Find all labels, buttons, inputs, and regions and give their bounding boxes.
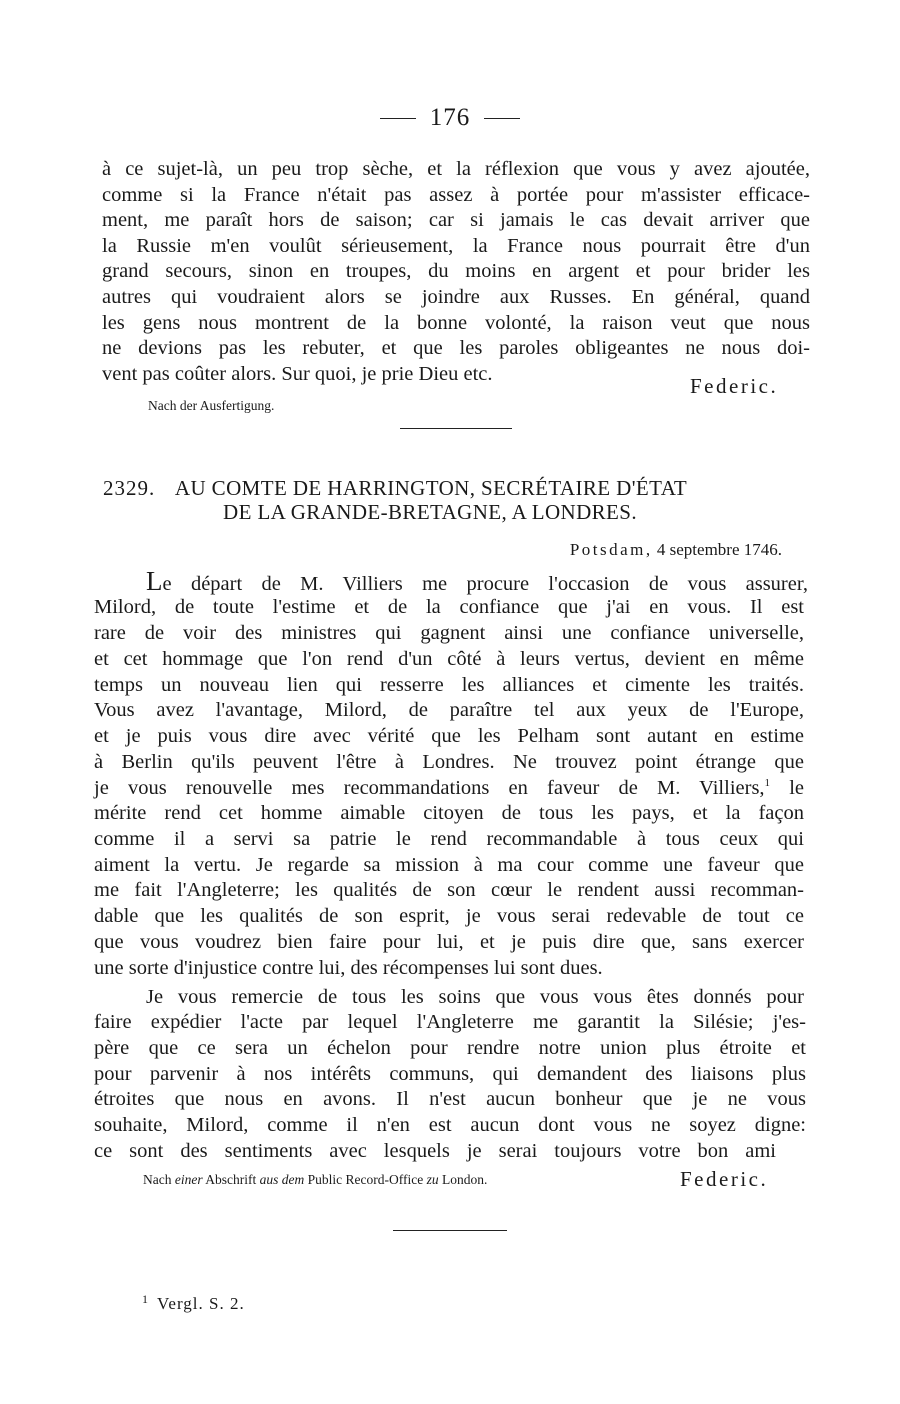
paragraph-line: faire expédier l'acte par lequel l'Angleterre me garantit la Silésie; j'es- xyxy=(94,1011,806,1033)
letter2-signature: Federic. xyxy=(680,1167,769,1191)
footnote xyxy=(142,1294,245,1314)
source-text: Public Record-Office xyxy=(304,1172,427,1187)
letter1-line: les gens nous montrent de la bonne volonté, la raison veut que nous xyxy=(102,312,810,334)
letter1-line: ment, me paraît hors de saison; car si jamais le cas devait arriver que xyxy=(102,209,810,231)
section-divider xyxy=(400,428,512,429)
dateline xyxy=(570,540,782,560)
source-text-italic: einer xyxy=(174,1172,203,1187)
letter1-line: autres qui voudraient alors se joindre aux Russes. En général, quand xyxy=(102,286,810,308)
page-header xyxy=(0,104,900,132)
paragraph-line: rare de voir des ministres qui gagnent ainsi une confiance universelle, xyxy=(94,622,804,644)
paragraph-first-line xyxy=(146,568,808,597)
dateline-date: 4 septembre 1746. xyxy=(656,540,782,559)
footnote-line-end: le xyxy=(789,777,804,799)
paragraph-line: temps un nouveau lien qui resserre les alliances et cimente les traités. xyxy=(94,674,804,696)
first-line-text: e départ de M. Villiers me procure l'occasion de vous assurer, xyxy=(162,573,808,595)
paragraph-line: pour parvenir à nos intérêts communs, qui demandent des liaisons plus xyxy=(94,1063,806,1085)
paragraph-line: et cet hommage que l'on rend d'un côté à leurs vertus, devient en même xyxy=(94,648,804,670)
source-text: Abschrift xyxy=(202,1172,260,1187)
footnote-marker: 1 xyxy=(142,1292,149,1306)
letter1-line: grand secours, sinon en troupes, du moins en argent et pour brider les xyxy=(102,260,810,282)
paragraph-line: étroites que nous en avons. Il n'est aucun bonheur que je ne vous xyxy=(94,1088,806,1110)
footnote-reference: 1 xyxy=(764,777,771,789)
footnote-text: Vergl. S. 2. xyxy=(157,1294,245,1313)
header-dash-left xyxy=(380,118,416,119)
letter-heading-line2: DE LA GRANDE-BRETAGNE, A LONDRES. xyxy=(223,500,638,524)
paragraph-line: Milord, de toute l'estime et de la confiance que j'ai en vous. Il est xyxy=(94,596,804,618)
header-dash-right xyxy=(484,118,520,119)
letter1-source-note: Nach der Ausfertigung. xyxy=(148,398,275,413)
letter1-line: vent pas coûter alors. Sur quoi, je prie Dieu etc. xyxy=(102,363,493,385)
source-text: London. xyxy=(438,1172,488,1187)
paragraph-line: mérite rend cet homme aimable citoyen de tous les pays, et la façon xyxy=(94,802,804,824)
paragraph-line: ce sont des sentiments avec lesquels je serai toujours votre bon ami xyxy=(94,1140,776,1162)
paragraph-line: à Berlin qu'ils peuvent l'être à Londres. Ne trouvez point étrange que xyxy=(94,751,804,773)
paragraph-line: une sorte d'injustice contre lui, des récompenses lui sont dues. xyxy=(94,957,603,979)
letter1-line: à ce sujet-là, un peu trop sèche, et la réflexion que vous y avez ajoutée, xyxy=(102,158,810,180)
letter-number: 2329. xyxy=(103,476,156,500)
paragraph-line: Vous avez l'avantage, Milord, de paraître tel aux yeux de l'Europe, xyxy=(94,699,804,721)
letter1-line: ne devions pas les rebuter, et que les paroles obligeantes ne nous doi- xyxy=(102,337,810,359)
paragraph-line: comme il a servi sa patrie le rend recommandable à tous ceux qui xyxy=(94,828,804,850)
letter1-line: comme si la France n'était pas assez à portée pour m'assister efficace- xyxy=(102,184,810,206)
paragraph-line: Je vous remercie de tous les soins que vous vous êtes donnés pour xyxy=(146,986,804,1008)
letter1-line: la Russie m'en voulût sérieusement, la France nous pourrait être d'un xyxy=(102,235,810,257)
source-text: Nach xyxy=(143,1172,175,1187)
paragraph-line: dable que les qualités de son esprit, je vous serai redevable de tout ce xyxy=(94,905,804,927)
page-number: 176 xyxy=(429,104,471,131)
paragraph-line: et je puis vous dire avec vérité que les Pelham sont autant en estime xyxy=(94,725,804,747)
paragraph-line: père que ce sera un échelon pour rendre notre union plus étroite et xyxy=(94,1037,806,1059)
letter2-source-note xyxy=(143,1172,487,1188)
section-divider xyxy=(393,1230,507,1231)
paragraph-line: me fait l'Angleterre; les qualités de son cœur le rendent aussi recomman- xyxy=(94,879,804,901)
paragraph-line: que vous voudrez bien faire pour lui, et je puis dire que, sans exercer xyxy=(94,931,804,953)
dateline-place: Potsdam, xyxy=(569,540,653,559)
letter-heading-line1: AU COMTE DE HARRINGTON, SECRÉTAIRE D'ÉTAT xyxy=(174,476,688,500)
paragraph-line: souhaite, Milord, comme il n'en est aucun dont vous ne soyez digne: xyxy=(94,1114,806,1136)
source-text-italic: zu xyxy=(426,1172,439,1187)
paragraph-line: aiment la vertu. Je regarde sa mission à ma cour comme une faveur que xyxy=(94,854,804,876)
letter2-heading xyxy=(103,476,687,501)
letter1-signature: Federic. xyxy=(690,374,779,398)
initial-letter: L xyxy=(146,566,163,596)
footnote-line-text: je vous renouvelle mes recommandations en faveur de M. Villiers, xyxy=(94,777,765,799)
source-text-italic: aus dem xyxy=(259,1172,305,1187)
